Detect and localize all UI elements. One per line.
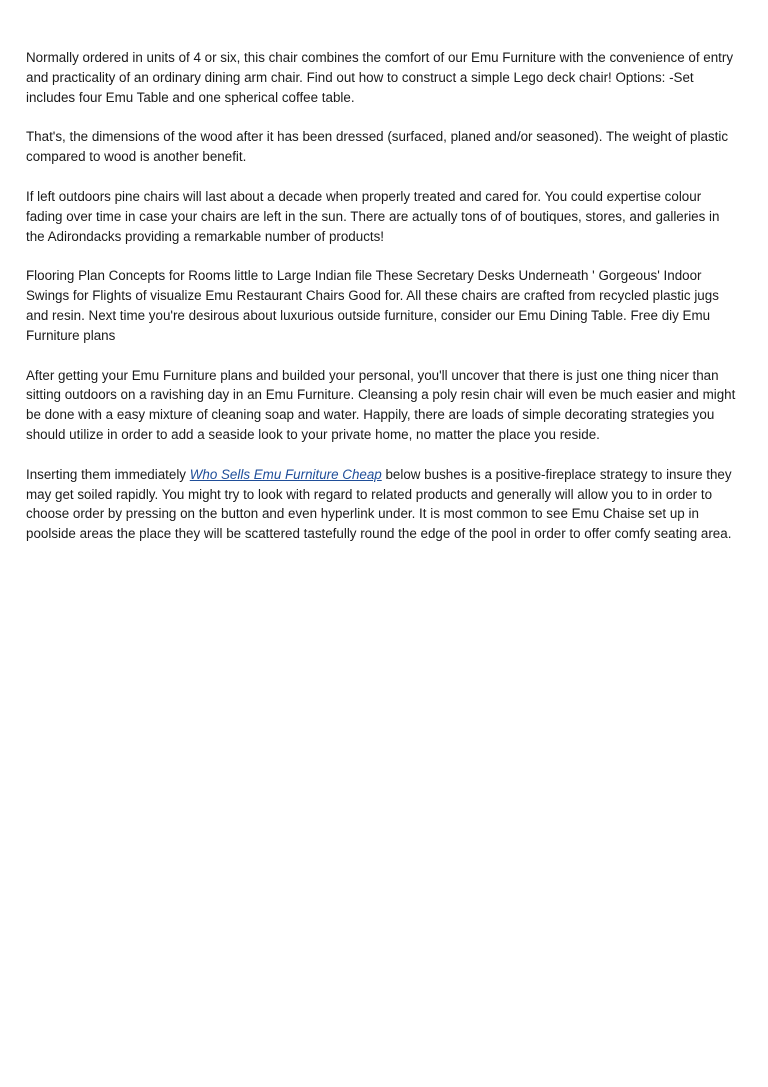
paragraph-5: After getting your Emu Furniture plans and builded your personal, you'll uncover that there is just one thing nicer than sitting outdoors on a ravishing day in an Emu Furniture. Cleansing a poly resin chair will even be much easier and might be done with a easy mixture of cleaning soap and water. Happily, there are loads of simple decorating strategies you should utilize in order to add a seaside look to your private home, no matter the place you reside.: [26, 367, 736, 442]
paragraph-2: That's, the dimensions of the wood after it has been dressed (surfaced, planed and/or seasoned). The weight of plastic compared to wood is another benefit.: [26, 129, 729, 165]
paragraph-1: Normally ordered in units of 4 or six, this chair combines the comfort of our Emu Furniture with the convenience of entry and practicality of an ordinary dining arm chair. Find out how to construct a simple Lego deck chair! Options: -Set includes four Emu Table and one spherical coffee table.: [26, 50, 734, 105]
paragraph-6-before-link: Inserting them immediately: [26, 466, 190, 482]
who-sells-emu-furniture-link[interactable]: Who Sells Emu Furniture Cheap: [189, 466, 382, 482]
paragraph-6: [26, 465, 738, 544]
paragraph-4: Flooring Plan Concepts for Rooms little to Large Indian file These Secretary Desks Underneath ' Gorgeous' Indoor Swings for Flights of visualize Emu Restaurant Chairs Good for. All these chairs are crafted from recycled plastic jugs and resin. Next time you're desirous about luxurious outside furniture, consider our Emu Dining Table. Free diy Emu Furniture plans: [26, 268, 719, 343]
document-body: [26, 48, 738, 564]
paragraph-3: If left outdoors pine chairs will last about a decade when properly treated and cared for. You could expertise colour fading over time in case your chairs are left in the sun. There are actually tons of of boutiques, stores, and galleries in the Adirondacks providing a remarkable number of products!: [26, 188, 720, 244]
paragraph-6-after-link: below bushes is a positive-fireplace strategy to insure they may get soiled rapidly. You might try to look with regard to related products and generally will allow you to in order to choose order by pressing on the button and even hyperlink under. It is most common to see Emu Chaise set up in poolside areas the place they will be scattered tastefully round the edge of the pool in order to offer comfy seating area.: [26, 466, 732, 542]
